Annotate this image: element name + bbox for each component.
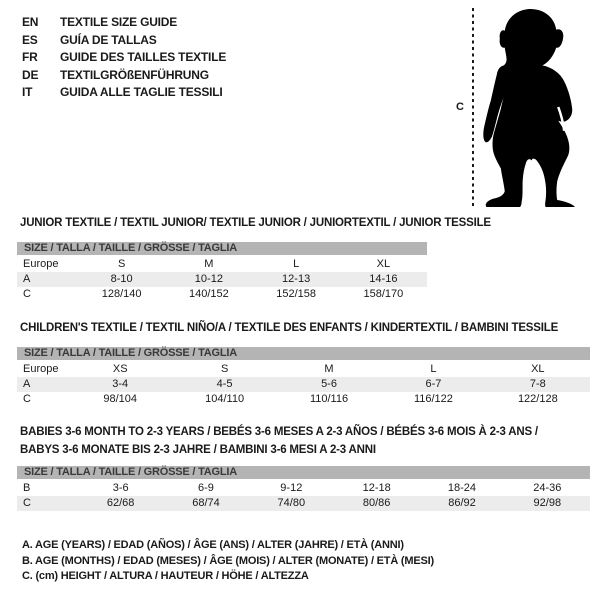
size-cell: 9-12 (280, 482, 303, 494)
size-cell: 140/152 (188, 288, 229, 300)
size-cell: 3-4 (112, 378, 129, 390)
size-cell: 92/98 (533, 497, 562, 509)
language-code: IT (22, 85, 33, 99)
language-label: GUIDE DES TAILLES TEXTILE (60, 50, 227, 64)
size-cell: S (220, 363, 229, 375)
legend-line: C. (cm) HEIGHT / ALTURA / HAUTEUR / HÖHE / ALTEZZA (22, 570, 309, 582)
size-row-label: C (23, 497, 31, 509)
size-table-babies (17, 466, 590, 511)
size-cell: 122/128 (517, 393, 558, 405)
language-row (22, 49, 226, 67)
size-cell: 6-9 (198, 482, 214, 494)
language-code: DE (22, 67, 39, 82)
size-cell: 110/116 (309, 393, 349, 405)
size-row-europe (17, 257, 427, 272)
size-cell: 14-16 (369, 273, 398, 285)
language-code: ES (22, 32, 38, 47)
size-table-header: SIZE / TALLA / TAILLE / GRÖSSE / TAGLIA (17, 347, 590, 360)
size-cell: 152/158 (276, 288, 316, 300)
section-heading-babies: BABIES 3-6 MONTH TO 2-3 YEARS / BEBÉS 3-6 MESES A 2-3 AÑOS / BÉBÉS 3-6 MOIS À 2-3 ANS / BABYS 3-6 MONATE BIS 2-3 JAHRE / BAMBINI 3-6 MESI A 2-3 ANNI (20, 426, 538, 456)
size-row-a (17, 377, 590, 392)
height-dashed-line (472, 8, 474, 207)
size-cell: 10-12 (194, 273, 223, 285)
language-row (22, 84, 226, 102)
size-table-children (17, 347, 590, 407)
size-cell: 158/170 (363, 288, 404, 300)
size-cell: 12-18 (362, 482, 391, 494)
language-code: EN (22, 15, 39, 29)
size-cell: 128/140 (101, 288, 142, 300)
size-row-a (17, 272, 427, 287)
size-row-c (17, 496, 590, 511)
language-label: GUÍA DE TALLAS (60, 32, 157, 47)
size-row-c (17, 287, 427, 302)
size-cell: XL (376, 258, 391, 270)
size-cell: 86/92 (448, 497, 476, 509)
size-cell: 5-6 (321, 378, 337, 390)
size-cell: 3-6 (112, 482, 129, 494)
size-cell: XL (531, 363, 545, 375)
size-cell: 104/110 (205, 393, 245, 405)
size-cell: M (324, 363, 334, 375)
size-cell: M (204, 258, 214, 270)
size-row-c (17, 392, 590, 407)
size-cell: 62/68 (106, 497, 135, 509)
size-table-body (17, 362, 590, 407)
language-row (22, 67, 226, 85)
size-cell: 116/122 (413, 393, 453, 405)
size-row-label: C (23, 393, 31, 405)
legend-line: B. AGE (MONTHS) / EDAD (MESES) / ÂGE (MOIS) / ALTER (MONATE) / ETÀ (MESI) (22, 554, 434, 567)
size-cell: 7-8 (529, 378, 546, 390)
language-guide (22, 14, 226, 102)
size-table-body (17, 481, 590, 511)
size-row-label: C (23, 288, 31, 300)
size-cell: 12-13 (282, 273, 311, 285)
size-cell: 4-5 (216, 378, 233, 390)
language-label: TEXTILE SIZE GUIDE (60, 15, 178, 29)
legend-line: A. AGE (YEARS) / EDAD (AÑOS) / ÂGE (ANS) / ALTER (JAHRE) / ETÀ (ANNI) (22, 539, 404, 551)
size-table-junior (17, 242, 427, 302)
language-row (22, 32, 226, 50)
size-cell: 74/80 (277, 497, 306, 509)
size-cell: 6-7 (425, 378, 442, 390)
size-cell: L (293, 258, 300, 270)
language-label: TEXTILGRÖßENFÜHRUNG (60, 67, 209, 82)
size-cell: 24-36 (533, 482, 562, 494)
size-table-body (17, 257, 427, 302)
size-cell: 68/74 (192, 497, 220, 509)
measure-c-label: C (456, 101, 464, 113)
language-row (22, 14, 226, 32)
toddler-silhouette-icon (481, 7, 580, 207)
size-cell: S (117, 258, 126, 270)
size-row-b (17, 481, 590, 496)
size-cell: 80/86 (362, 497, 391, 509)
measurement-legend (22, 538, 434, 585)
size-row-label: Europe (23, 258, 59, 270)
size-cell: 18-24 (447, 482, 477, 494)
size-row-label: B (23, 482, 31, 494)
size-cell: XS (112, 363, 128, 375)
size-cell: 98/104 (103, 393, 138, 405)
section-heading-junior: JUNIOR TEXTILE / TEXTIL JUNIOR/ TEXTILE JUNIOR / JUNIORTEXTIL / JUNIOR TESSILE (20, 217, 491, 229)
section-heading-children: CHILDREN'S TEXTILE / TEXTIL NIÑO/A / TEXTILE DES ENFANTS / KINDERTEXTIL / BAMBINI TESSILE (20, 322, 559, 334)
size-row-label: A (23, 273, 31, 285)
size-cell: L (430, 363, 437, 375)
size-row-europe (17, 362, 590, 377)
size-table-header: SIZE / TALLA / TAILLE / GRÖSSE / TAGLIA (17, 466, 590, 479)
size-table-header: SIZE / TALLA / TAILLE / GRÖSSE / TAGLIA (17, 242, 427, 255)
language-code: FR (22, 50, 38, 64)
language-label: GUIDA ALLE TAGLIE TESSILI (60, 85, 223, 99)
size-cell: 8-10 (110, 273, 133, 285)
size-row-label: A (23, 378, 31, 390)
size-row-label: Europe (23, 363, 59, 375)
